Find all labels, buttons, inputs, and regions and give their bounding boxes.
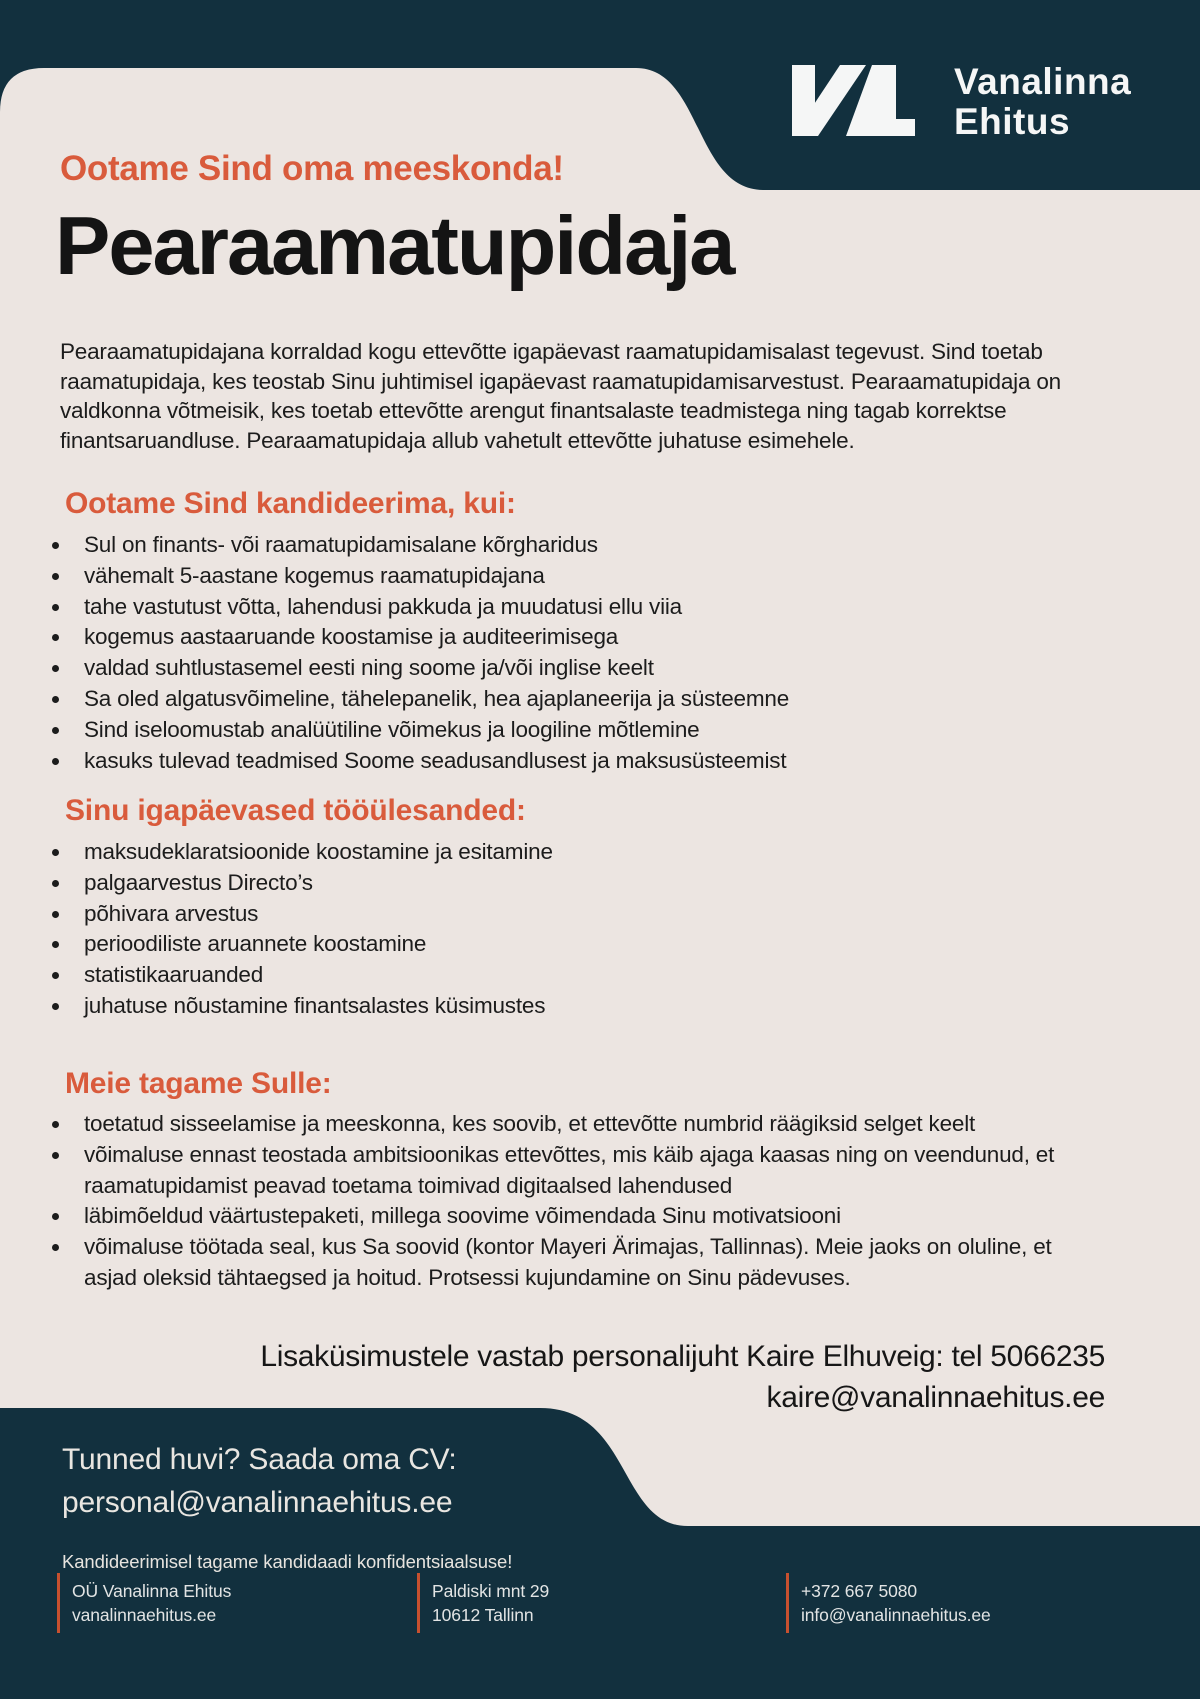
section-heading-tasks: Sinu igapäevased tööülesanded: [65, 794, 526, 827]
cta-email: personal@vanalinnaehitus.ee [62, 1486, 453, 1519]
list-item: Sind iseloomustab analüütiline võimekus ja loogiline mõtlemine [40, 715, 1095, 746]
list-item: Sa oled algatusvõimeline, tähelepanelik, hea ajaplaneerija ja süsteemne [40, 684, 1095, 715]
footer-column-company [57, 1573, 231, 1633]
footer-column-address [417, 1573, 549, 1633]
list-item: perioodiliste aruannete koostamine [40, 929, 1095, 960]
list-item: läbimõeldud väärtustepaketi, millega soovime võimendada Sinu motivatsiooni [40, 1201, 1095, 1232]
list-item: vähemalt 5-aastane kogemus raamatupidajana [40, 561, 1095, 592]
list-item: võimaluse ennast teostada ambitsioonikas ettevõttes, mis käib ajaga kaasas ning on veendunud, et raamatupidamist peavad toetama toimivad digitaalsed lahendused [40, 1140, 1095, 1202]
kicker-heading: Ootame Sind oma meeskonda! [60, 149, 564, 188]
brand-name-line1: Vanalinna [954, 61, 1132, 102]
list-item: põhivara arvestus [40, 899, 1095, 930]
footer-address-city: 10612 Tallinn [432, 1605, 534, 1625]
list-item: tahe vastutust võtta, lahendusi pakkuda ja muudatusi ellu viia [40, 592, 1095, 623]
contact-email: kaire@vanalinnaehitus.ee [766, 1381, 1105, 1414]
footer-company-site: vanalinnaehitus.ee [72, 1605, 217, 1625]
list-item: kasuks tulevad teadmised Soome seadusandlusest ja maksusüsteemist [40, 746, 1095, 777]
contact-line: Lisaküsimustele vastab personalijuht Kaire Elhuveig: tel 5066235 [260, 1340, 1105, 1373]
requirements-list [40, 530, 1095, 776]
section-heading-requirements: Ootame Sind kandideerima, kui: [65, 487, 516, 520]
list-item: juhatuse nõustamine finantsalastes küsimustes [40, 991, 1095, 1022]
footer-phone: +372 667 5080 [801, 1581, 917, 1601]
company-logo [790, 60, 1131, 142]
footer-company-name: OÜ Vanalinna Ehitus [72, 1581, 232, 1601]
list-item: võimaluse töötada seal, kus Sa soovid (kontor Mayeri Ärimajas, Tallinnas). Meie jaoks on oluline, et asjad oleksid tähtaegsed ja hoitud. Protsessi kujundamine on Sinu pädevuses. [40, 1232, 1095, 1294]
confidentiality-note: Kandideerimisel tagame kandidaadi konfidentsiaalsuse! [62, 1551, 513, 1572]
brand-name-line2: Ehitus [954, 101, 1071, 142]
footer-column-contacts [786, 1573, 991, 1633]
cta-line: Tunned huvi? Saada oma CV: [62, 1443, 457, 1476]
list-item: maksudeklaratsioonide koostamine ja esitamine [40, 837, 1095, 868]
contact-block [260, 1336, 1105, 1418]
list-item: kogemus aastaaruande koostamise ja auditeerimisega [40, 622, 1095, 653]
footer-email: info@vanalinnaehitus.ee [801, 1605, 991, 1625]
list-item: toetatud sisseelamise ja meeskonna, kes soovib, et ettevõtte numbrid räägiksid selget keelt [40, 1109, 1095, 1140]
list-item: statistikaaruanded [40, 960, 1095, 991]
vl-logo-icon [790, 60, 918, 140]
offer-list [40, 1109, 1095, 1294]
brand-name [954, 60, 1131, 142]
tasks-list [40, 837, 1095, 1022]
footer-address-street: Paldiski mnt 29 [432, 1581, 550, 1601]
section-heading-offer: Meie tagame Sulle: [65, 1067, 332, 1100]
list-item: palgaarvestus Directo’s [40, 868, 1095, 899]
cta-block [62, 1438, 457, 1524]
page-title: Pearaamatupidaja [55, 199, 734, 292]
intro-paragraph: Pearaamatupidajana korraldad kogu ettevõtte igapäevast raamatupidamisalast tegevust. Sind toetab raamatupidaja, kes teostab Sinu juhtimisel igapäevast raamatupidamisarvestust. Pearaamatupidaja on valdkonna võtmeisik, kes toetab ettevõtte arengut finantsalaste teadmistega ning tagab korrektse finantsaruandluse. Pearaamatupidaja allub vahetult ettevõtte juhatuse esimehele. [60, 339, 1061, 453]
list-item: valdad suhtlustasemel eesti ning soome ja/või inglise keelt [40, 653, 1095, 684]
list-item: Sul on finants- või raamatupidamisalane kõrgharidus [40, 530, 1095, 561]
